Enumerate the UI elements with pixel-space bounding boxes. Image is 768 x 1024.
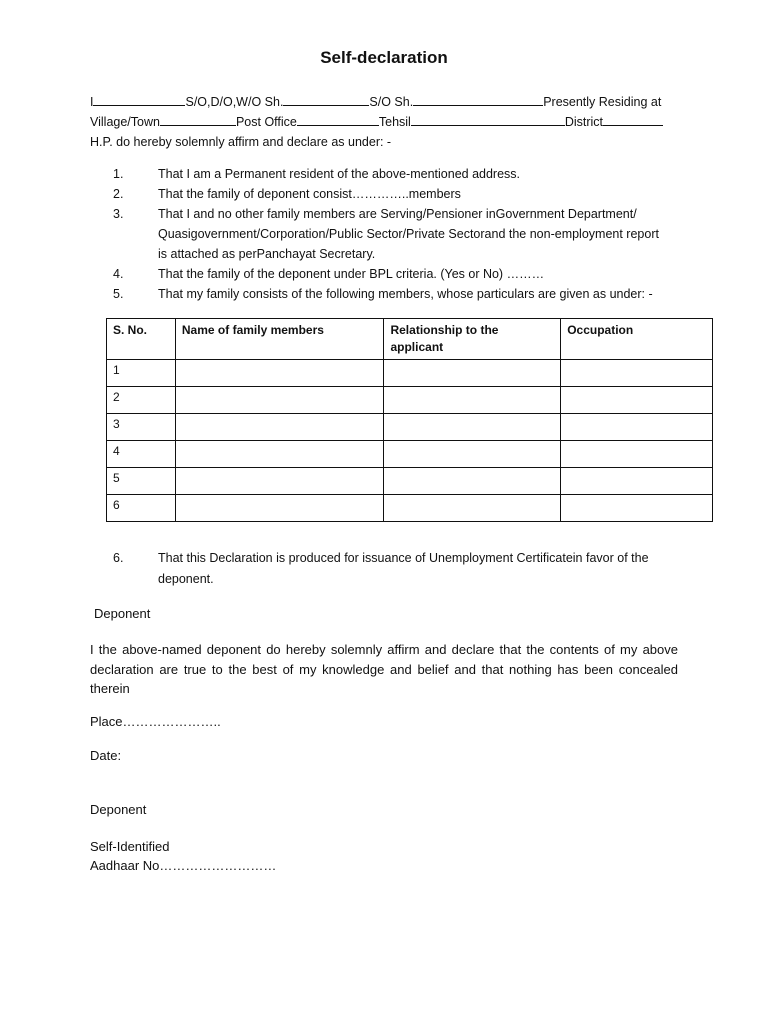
family-members-table — [106, 318, 713, 522]
relationship-cell[interactable] — [384, 387, 561, 414]
village-blank[interactable] — [160, 112, 236, 126]
table-row — [107, 441, 713, 468]
relationship-cell[interactable] — [384, 441, 561, 468]
row-sno: 3 — [107, 414, 176, 441]
occupation-cell[interactable] — [561, 360, 713, 387]
intro-text: Presently Residing at — [543, 95, 662, 109]
occupation-cell[interactable] — [561, 387, 713, 414]
intro-text: I — [90, 95, 94, 109]
row-sno: 1 — [107, 360, 176, 387]
name-blank[interactable] — [93, 92, 185, 106]
item-number: 4. — [113, 267, 124, 281]
name-cell[interactable] — [175, 360, 384, 387]
relationship-cell[interactable] — [384, 360, 561, 387]
item-number: 6. — [113, 551, 124, 565]
relationship-cell[interactable] — [384, 414, 561, 441]
intro-text: S/O,D/O,W/O Sh. — [185, 95, 284, 109]
intro-line-2 — [90, 112, 663, 132]
table-row — [107, 360, 713, 387]
intro-text: S/O Sh. — [369, 95, 414, 109]
row-sno: 5 — [107, 468, 176, 495]
occupation-cell[interactable] — [561, 468, 713, 495]
item-text: That the family of deponent consist…………..members — [158, 187, 461, 201]
item-text: That I and no other family members are Serving/Pensioner inGovernment Department/ — [158, 207, 637, 221]
item-text: That my family consists of the following members, whose particulars are given as under: - — [158, 287, 653, 301]
relationship-cell[interactable] — [384, 495, 561, 522]
intro-text: Post Office — [235, 115, 297, 129]
intro-line-1 — [90, 92, 661, 112]
date-field[interactable]: Date: — [90, 748, 122, 763]
col-header-occupation: Occupation — [561, 319, 713, 360]
table-row — [107, 387, 713, 414]
item-text: Quasigovernment/Corporation/Public Sector/Private Sectorand the non-employment report — [158, 227, 659, 241]
occupation-cell[interactable] — [561, 414, 713, 441]
relationship-cell[interactable] — [384, 468, 561, 495]
item-number: 5. — [113, 287, 124, 301]
item-number: 2. — [113, 187, 124, 201]
name-cell[interactable] — [175, 468, 384, 495]
col-header-sno: S. No. — [107, 319, 176, 360]
deponent-label: Deponent — [94, 606, 151, 621]
aadhaar-field[interactable]: Aadhaar No……………………… — [90, 858, 277, 873]
self-identified-label: Self-Identified — [90, 839, 170, 854]
deponent-signature-label: Deponent — [90, 802, 147, 817]
name-cell[interactable] — [175, 441, 384, 468]
district-blank[interactable] — [603, 112, 663, 126]
col-header-relationship: Relationship to the applicant — [384, 319, 561, 360]
row-sno: 6 — [107, 495, 176, 522]
table-row — [107, 414, 713, 441]
father-name-blank[interactable] — [413, 92, 543, 106]
place-field[interactable]: Place………………….. — [90, 714, 221, 729]
item-text: That this Declaration is produced for issuance of Unemployment Certificatein favor of the — [158, 551, 649, 565]
name-cell[interactable] — [175, 414, 384, 441]
relation-name-blank[interactable] — [283, 92, 369, 106]
item-text: That I am a Permanent resident of the above-mentioned address. — [158, 167, 521, 181]
item-text: is attached as perPanchayat Secretary. — [158, 247, 376, 261]
item-text: deponent. — [158, 572, 214, 586]
affirmation-paragraph: I the above-named deponent do hereby solemnly affirm and declare that the contents of my above declaration are true to the best of my knowledge and belief and that nothing has been concealed therein — [90, 642, 678, 696]
intro-text: District — [564, 115, 604, 129]
col-header-name: Name of family members — [175, 319, 384, 360]
name-cell[interactable] — [175, 387, 384, 414]
occupation-cell[interactable] — [561, 441, 713, 468]
occupation-cell[interactable] — [561, 495, 713, 522]
table-row — [107, 495, 713, 522]
intro-text: Tehsil — [378, 115, 411, 129]
row-sno: 4 — [107, 441, 176, 468]
table-header-row — [107, 319, 713, 360]
intro-line-3: H.P. do hereby solemnly affirm and declare as under: - — [90, 135, 392, 149]
item-number: 3. — [113, 207, 124, 221]
table-row — [107, 468, 713, 495]
intro-text: Village/Town — [90, 115, 160, 129]
name-cell[interactable] — [175, 495, 384, 522]
page-title: Self-declaration — [320, 48, 448, 67]
row-sno: 2 — [107, 387, 176, 414]
item-text: That the family of the deponent under BPL criteria. (Yes or No) ……… — [158, 267, 545, 281]
tehsil-blank[interactable] — [411, 112, 565, 126]
item-number: 1. — [113, 167, 124, 181]
post-office-blank[interactable] — [297, 112, 379, 126]
